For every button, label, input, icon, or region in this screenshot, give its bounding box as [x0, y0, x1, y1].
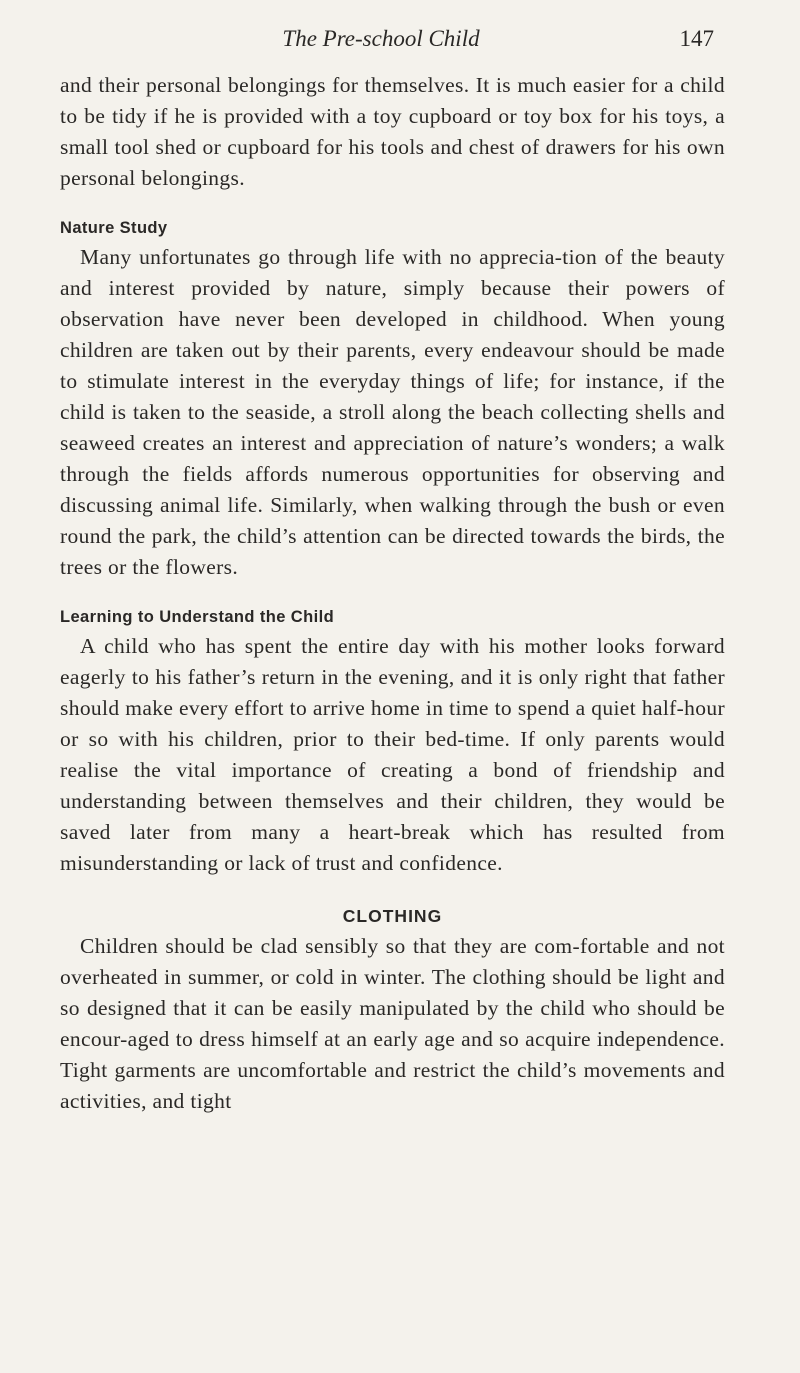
- section-heading-nature-study: Nature Study: [60, 219, 168, 237]
- page-body: [60, 70, 725, 1117]
- paragraph-learning: A child who has spent the entire day with his mother looks forward eagerly to his father’s return in the evening, and it is only right that father should make every effort to arrive home in time to spend a quiet half-hour or so with his children, prior to their bed-time. If only parents would realise the vital importance of creating a bond of friendship and understanding between themselves and their children, they would be saved later from many a heart-break which has resulted from misunderstanding or lack of trust and confidence.: [60, 634, 725, 875]
- page-number: 147: [679, 26, 714, 51]
- paragraph-nature-study: Many unfortunates go through life with no apprecia-tion of the beauty and interest provided by nature, simply because their powers of observation have never been developed in childhood. When young children are taken out by their parents, every endeavour should be made to stimulate interest in the everyday things of life; for instance, if the child is taken to the seaside, a stroll along the beach collecting shells and seaweed creates an interest and appreciation of nature’s wonders; a walk through the fields affords numerous opportunities for observing and discussing animal life. Similarly, when walking through the bush or even round the park, the child’s attention can be directed towards the birds, the trees or the flowers.: [60, 245, 725, 579]
- running-head: [62, 22, 714, 56]
- paragraph-intro: and their personal belongings for themselves. It is much easier for a child to be tidy if he is provided with a toy cupboard or toy box for his toys, a small tool shed or cupboard for his tools and chest of drawers for his own personal belongings.: [60, 73, 725, 190]
- paragraph-clothing: Children should be clad sensibly so that they are com-fortable and not overheated in summer, or cold in winter. The clothing should be light and so designed that it can be easily manipulated by the child who should be encour-aged to dress himself at an early age and so acquire independence. Tight garments are uncomfortable and restrict the child’s movements and activities, and tight: [60, 934, 725, 1113]
- running-title: The Pre-school Child: [282, 26, 480, 51]
- section-heading-clothing: CLOTHING: [342, 906, 443, 926]
- section-heading-learning: Learning to Understand the Child: [60, 608, 335, 626]
